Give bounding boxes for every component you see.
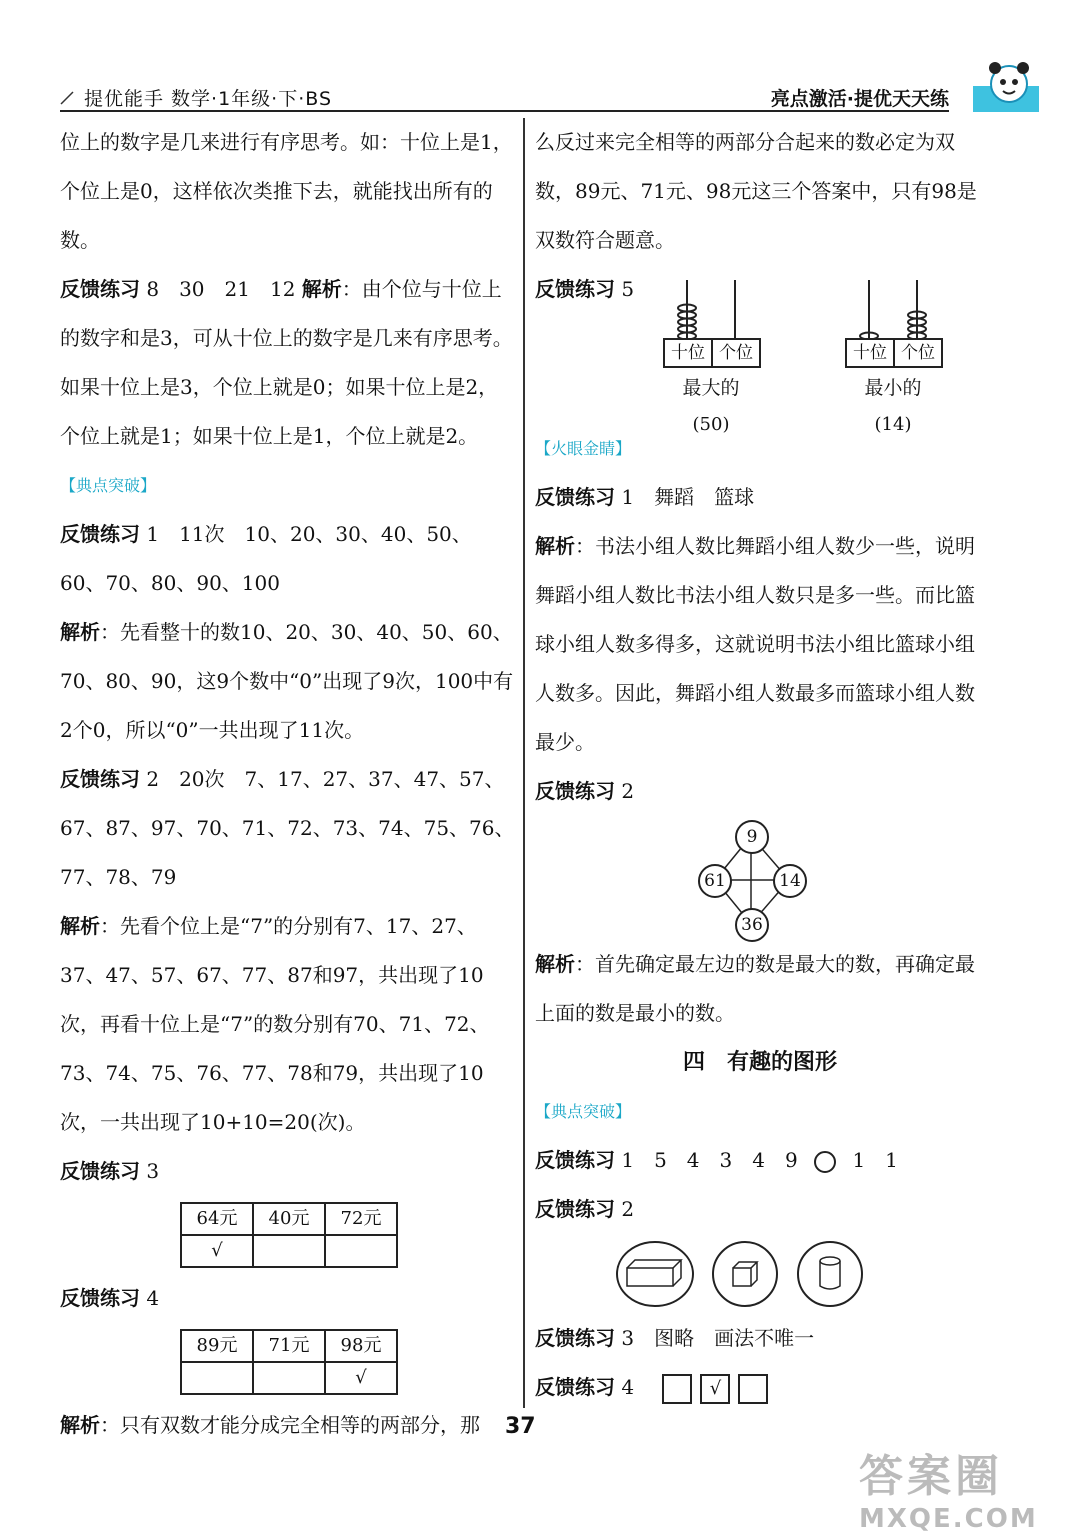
page-header xyxy=(60,78,1039,114)
analysis-text: ：先看个位上是“7”的分别有7、17、27、37、47、57、67、77、87和97，共出现了10次，再看十位上是“7”的数分别有70、71、72、73、74、75、76、77、78和79，共出现了10次，一共出现了10+10=20(次)。 xyxy=(60,914,490,1134)
table-cell: 72元 xyxy=(325,1203,397,1235)
exercise-label: 反馈练习 xyxy=(60,522,140,546)
abacus-value: (14) xyxy=(874,414,912,435)
exercise-answer: 1 舞蹈 篮球 xyxy=(621,485,755,509)
analysis-4 xyxy=(60,1401,515,1450)
feedback-exercise-h2 xyxy=(535,1185,985,1234)
circle-icon xyxy=(814,1151,836,1173)
abacus-rods-icon xyxy=(845,274,941,340)
feedback-exercise-2 xyxy=(60,755,515,902)
analysis-label: 解析 xyxy=(535,952,575,976)
answer-box xyxy=(662,1374,692,1404)
feedback-exercise-h1 xyxy=(535,1136,985,1185)
feedback-exercise-h4 xyxy=(535,1363,985,1412)
analysis-label: 解析 xyxy=(60,620,100,644)
exercise-answer: 8 30 21 12 xyxy=(146,277,296,301)
table-cell: 64元 xyxy=(181,1203,253,1235)
table-cell xyxy=(253,1235,325,1267)
pen-icon xyxy=(60,88,74,110)
exercise-label: 反馈练习 xyxy=(535,485,615,509)
header-rule xyxy=(60,110,949,112)
exercise-number: 3 xyxy=(146,1159,160,1183)
watermark-url: MXQE.COM xyxy=(859,1504,1038,1534)
analysis-label: 解析 xyxy=(60,1413,100,1437)
exercise-label: 反馈练习 xyxy=(535,1326,615,1350)
analysis-label: 解析 xyxy=(301,277,342,301)
analysis-text: ：由个位与十位上的数字和是3，可从十位上的数字是几来有序思考。如果十位上是3，个位上就是0；如果十位上是2，个位上就是1；如果十位上是1，个位上就是2。 xyxy=(60,277,513,448)
left-column xyxy=(60,118,515,1450)
circle-node: 9 xyxy=(735,820,769,854)
feedback-exercise xyxy=(60,265,515,461)
analysis-2 xyxy=(60,902,515,1147)
abacus-base xyxy=(663,338,761,368)
header-right: 亮点激活·提优天天练 xyxy=(770,88,949,110)
solid-shapes-icon xyxy=(535,1234,985,1314)
abacus-value: (50) xyxy=(692,414,730,435)
abacus-base xyxy=(845,338,943,368)
circle-node: 36 xyxy=(735,908,769,942)
exercise-label: 反馈练习 xyxy=(60,1286,140,1310)
paragraph: 位上的数字是几来进行有序思考。如：十位上是1，个位上是0，这样依次类推下去，就能找出所有的数。 xyxy=(60,130,513,252)
circle-diagram xyxy=(535,820,985,940)
right-column xyxy=(535,118,985,1412)
exercise-label: 反馈练习 xyxy=(535,277,615,301)
place-label: 个位 xyxy=(719,343,753,363)
price-table-4 xyxy=(180,1329,398,1395)
table-cell xyxy=(253,1362,325,1394)
feedback-exercise-g2 xyxy=(535,767,985,816)
section-tag: 【火眼金睛】 xyxy=(535,439,632,458)
exercise-label: 反馈练习 xyxy=(60,1159,140,1183)
circle-node: 61 xyxy=(698,864,732,898)
exercise-label: 反馈练习 xyxy=(60,277,140,301)
exercise-label: 反馈练习 xyxy=(535,779,615,803)
table-cell xyxy=(325,1235,397,1267)
exercise-answer: 1 5 4 3 4 9 xyxy=(621,1148,798,1172)
feedback-exercise-4 xyxy=(60,1274,515,1323)
shapes-row xyxy=(535,1234,985,1314)
analysis-g1 xyxy=(535,522,985,767)
watermark-logo xyxy=(859,1440,1049,1534)
feedback-exercise-1 xyxy=(60,510,515,608)
feedback-exercise-3 xyxy=(60,1147,515,1196)
analysis-g2 xyxy=(535,940,985,1038)
check-mark: √ xyxy=(325,1362,397,1394)
exercise-number: 5 xyxy=(621,277,635,301)
price-table-3 xyxy=(180,1202,398,1268)
exercise-answer-tail: 1 1 xyxy=(852,1148,898,1172)
abacus-caption: 最大的 xyxy=(682,377,740,399)
answer-box xyxy=(738,1374,768,1404)
exercise-label: 反馈练习 xyxy=(535,1375,615,1399)
answer-box-checked: √ xyxy=(700,1374,730,1404)
exercise-label: 反馈练习 xyxy=(535,1148,615,1172)
abacus-figures xyxy=(535,274,985,435)
paragraph: 么反过来完全相等的两部分合起来的数必定为双数，89元、71元、98元这三个答案中，只有98是双数符合题意。 xyxy=(535,130,977,252)
mascot-icon xyxy=(973,56,1039,114)
feedback-exercise-h3 xyxy=(535,1314,985,1363)
watermark-text: 答案圈 xyxy=(859,1451,1003,1502)
exercise-answer: 1 11次 10、20、30、40、50、60、70、80、90、100 xyxy=(60,522,472,595)
analysis-label: 解析 xyxy=(60,914,100,938)
circle-node: 14 xyxy=(773,864,807,898)
page-number: 37 xyxy=(505,1414,536,1439)
answer-boxes xyxy=(662,1374,768,1404)
abacus-smallest xyxy=(845,274,941,442)
exercise-label: 反馈练习 xyxy=(535,1197,615,1221)
table-cell: 40元 xyxy=(253,1203,325,1235)
exercise-number: 2 xyxy=(621,779,635,803)
analysis-text: ：首先确定最左边的数是最大的数，再确定最上面的数是最小的数。 xyxy=(535,952,975,1025)
analysis-1 xyxy=(60,608,515,755)
analysis-text: ：先看整十的数10、20、30、40、50、60、70、80、90，这9个数中“0”出现了9次，100中有2个0，所以“0”一共出现了11次。 xyxy=(60,620,514,742)
table-cell: 71元 xyxy=(253,1330,325,1362)
analysis-text: ：只有双数才能分成完全相等的两部分，那 xyxy=(100,1413,480,1437)
exercise-number: 4 xyxy=(146,1286,160,1310)
exercise-label: 反馈练习 xyxy=(60,767,140,791)
feedback-exercise-g1 xyxy=(535,473,985,522)
section-tag: 【典点突破】 xyxy=(60,476,157,495)
abacus-rods-icon xyxy=(663,274,759,340)
table-cell: 89元 xyxy=(181,1330,253,1362)
exercise-answer: 3 图略 画法不唯一 xyxy=(621,1326,815,1350)
place-label: 十位 xyxy=(847,340,895,366)
analysis-text: ：书法小组人数比舞蹈小组人数少一些，说明舞蹈小组人数比书法小组人数只是多一些。而比篮球小组人数多得多，这就说明书法小组比篮球小组人数多。因此，舞蹈小组人数最多而篮球小组人数最少。 xyxy=(535,534,975,754)
exercise-number: 4 xyxy=(621,1375,635,1399)
table-cell: 98元 xyxy=(325,1330,397,1362)
column-divider xyxy=(523,118,525,1408)
exercise-number: 2 xyxy=(621,1197,635,1221)
exercise-answer: 2 20次 7、17、27、37、47、57、67、87、97、70、71、72、73、74、75、76、77、78、79 xyxy=(60,767,515,889)
header-book-title: 提优能手 数学·1年级·下·BS xyxy=(84,88,333,110)
place-label: 个位 xyxy=(901,343,935,363)
abacus-caption: 最小的 xyxy=(864,377,922,399)
section-tag: 【典点突破】 xyxy=(535,1102,632,1121)
check-mark: √ xyxy=(181,1235,253,1267)
header-left xyxy=(60,84,332,111)
place-label: 十位 xyxy=(665,340,713,366)
analysis-label: 解析 xyxy=(535,534,575,558)
abacus-largest xyxy=(663,274,759,442)
section-title: 四 有趣的图形 xyxy=(682,1050,837,1075)
table-cell xyxy=(181,1362,253,1394)
